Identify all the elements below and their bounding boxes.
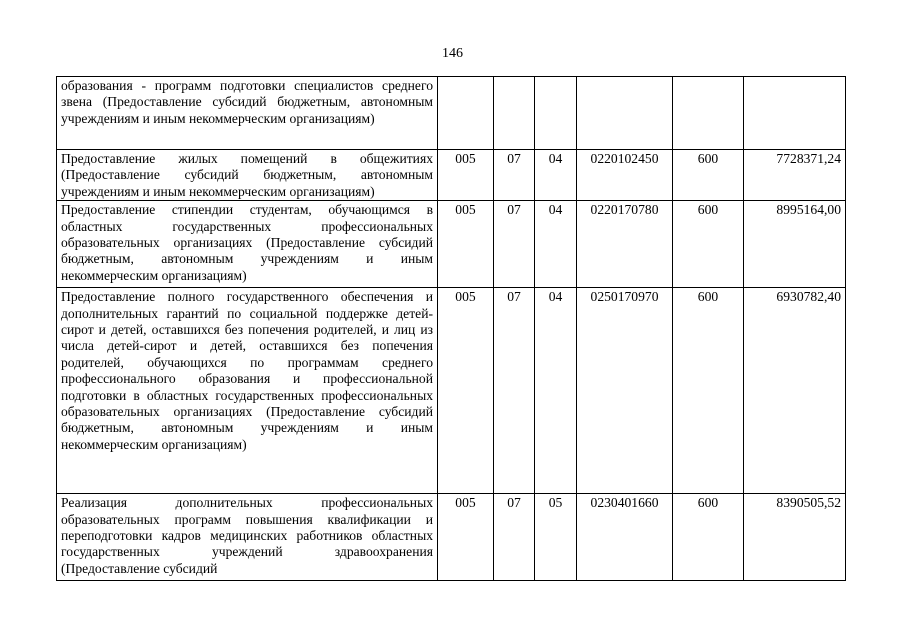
row-description: образования - программ подготовки специалистов среднего звена (Предоставление субсидий бюджетным, автономным учреждениям и иным некоммерческим организациям) <box>57 77 438 150</box>
expense-type-code: 600 <box>673 288 744 494</box>
admin-code <box>438 77 494 150</box>
amount: 7728371,24 <box>744 150 846 201</box>
expense-type-code <box>673 77 744 150</box>
section-code: 07 <box>494 150 535 201</box>
admin-code: 005 <box>438 201 494 288</box>
admin-code: 005 <box>438 288 494 494</box>
subsection-code: 04 <box>535 150 577 201</box>
row-description: Предоставление жилых помещений в общежитиях (Предоставление субсидий бюджетным, автономным учреждениям и иным некоммерческим организациям) <box>57 150 438 201</box>
page-number: 146 <box>442 46 463 61</box>
section-code: 07 <box>494 494 535 581</box>
target-article-code: 0220102450 <box>577 150 673 201</box>
expense-type-code: 600 <box>673 150 744 201</box>
amount: 8995164,00 <box>744 201 846 288</box>
target-article-code: 0220170780 <box>577 201 673 288</box>
admin-code: 005 <box>438 150 494 201</box>
subsection-code: 04 <box>535 288 577 494</box>
target-article-code <box>577 77 673 150</box>
table-row <box>57 77 846 150</box>
budget-table <box>56 76 846 581</box>
table-row <box>57 201 846 288</box>
row-description: Предоставление стипендии студентам, обучающимся в областных государственных профессиональных образовательных организациях (Предоставление субсидий бюджетным, автономным учреждениям и иным некоммерческим организациям) <box>57 201 438 288</box>
subsection-code: 05 <box>535 494 577 581</box>
row-description: Предоставление полного государственного обеспечения и дополнительных гарантий по социальной поддержке детей-сирот и детей, оставшихся без попечения родителей, и лиц из числа детей-сирот и детей, оставшихся без попечения родителей, обучающихся по программам среднего профессионального образования и профессиональной подготовки в областных государственных профессиональных образовательных организациях (Предоставление субсидий бюджетным, автономным учреждениям и иным некоммерческим организациям) <box>57 288 438 494</box>
target-article-code: 0250170970 <box>577 288 673 494</box>
target-article-code: 0230401660 <box>577 494 673 581</box>
admin-code: 005 <box>438 494 494 581</box>
amount <box>744 77 846 150</box>
subsection-code: 04 <box>535 201 577 288</box>
expense-type-code: 600 <box>673 494 744 581</box>
table-row <box>57 150 846 201</box>
section-code: 07 <box>494 201 535 288</box>
amount: 8390505,52 <box>744 494 846 581</box>
row-description: Реализация дополнительных профессиональных образовательных программ повышения квалификации и переподготовки кадров медицинских работников областных государственных учреждений здравоохранения (Предоставление субсидий <box>57 494 438 581</box>
expense-type-code: 600 <box>673 201 744 288</box>
section-code <box>494 77 535 150</box>
table-row <box>57 288 846 494</box>
section-code: 07 <box>494 288 535 494</box>
subsection-code <box>535 77 577 150</box>
table-row <box>57 494 846 581</box>
amount: 6930782,40 <box>744 288 846 494</box>
